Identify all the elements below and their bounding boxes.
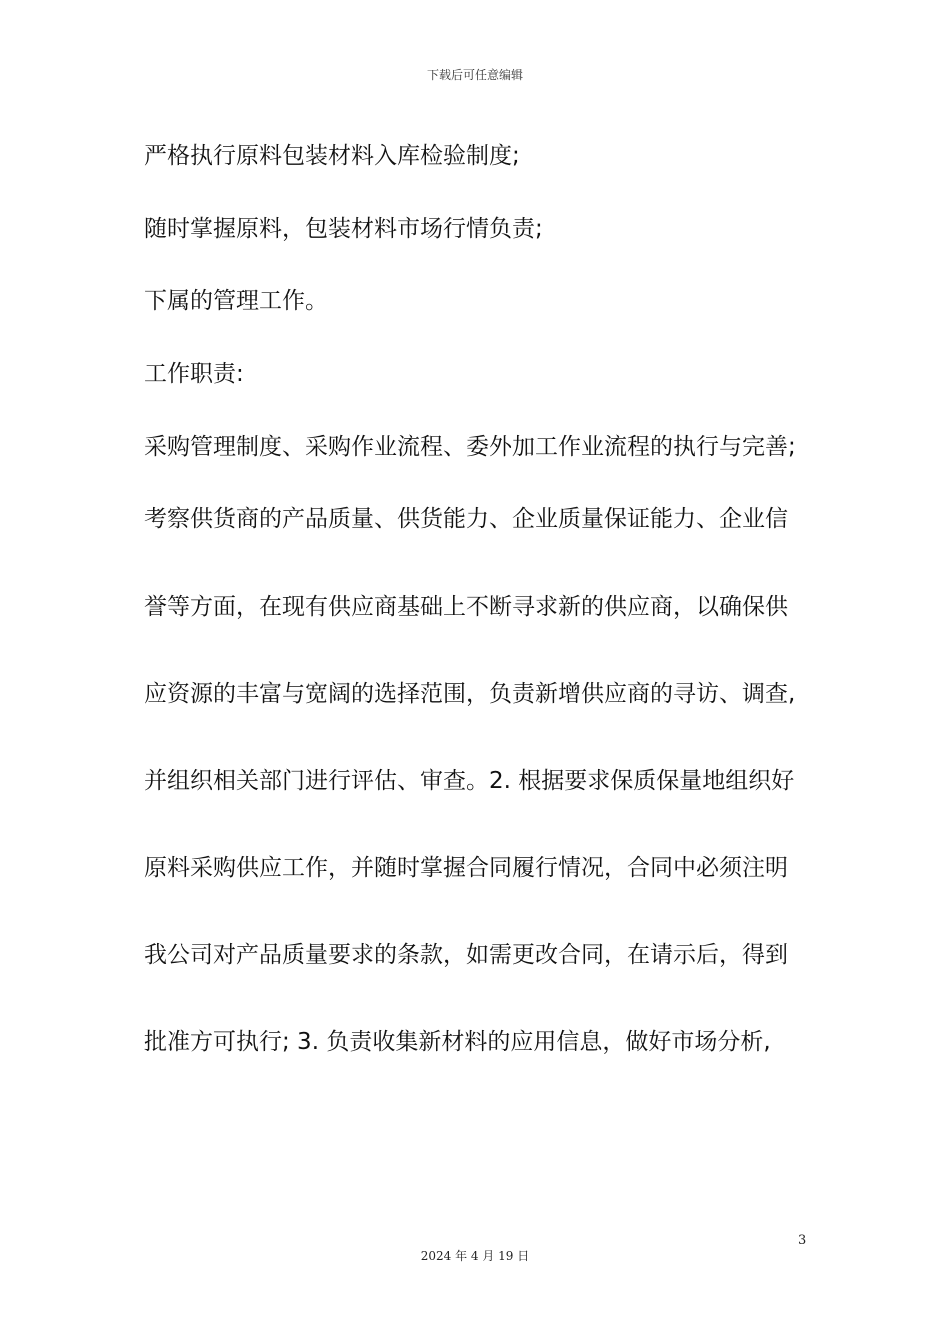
body-line: 并组织相关部门进行评估、审查。2. 根据要求保质保量地组织好 (144, 768, 795, 794)
body-line: 工作职责: (144, 361, 244, 387)
body-line: 誉等方面，在现有供应商基础上不断寻求新的供应商，以确保供 (144, 594, 788, 620)
body-line: 采购管理制度、采购作业流程、委外加工作业流程的执行与完善; (144, 434, 796, 460)
page-header: 下载后可任意编辑 (426, 68, 523, 82)
body-line: 严格执行原料包装材料入库检验制度; (144, 143, 520, 169)
footer-date: 2024 年 4 月 19 日 (420, 1249, 530, 1263)
page-number: 3 (798, 1233, 807, 1248)
body-line: 考察供货商的产品质量、供货能力、企业质量保证能力、企业信 (144, 506, 788, 532)
body-line: 下属的管理工作。 (144, 288, 328, 314)
body-line: 随时掌握原料，包装材料市场行情负责; (144, 216, 543, 242)
body-line: 批准方可执行; 3. 负责收集新材料的应用信息，做好市场分析, (144, 1029, 771, 1055)
body-line: 应资源的丰富与宽阔的选择范围，负责新增供应商的寻访、调查, (144, 681, 796, 707)
body-line: 我公司对产品质量要求的条款，如需更改合同，在请示后，得到 (144, 942, 788, 968)
body-line: 原料采购供应工作，并随时掌握合同履行情况，合同中必须注明 (144, 855, 788, 881)
